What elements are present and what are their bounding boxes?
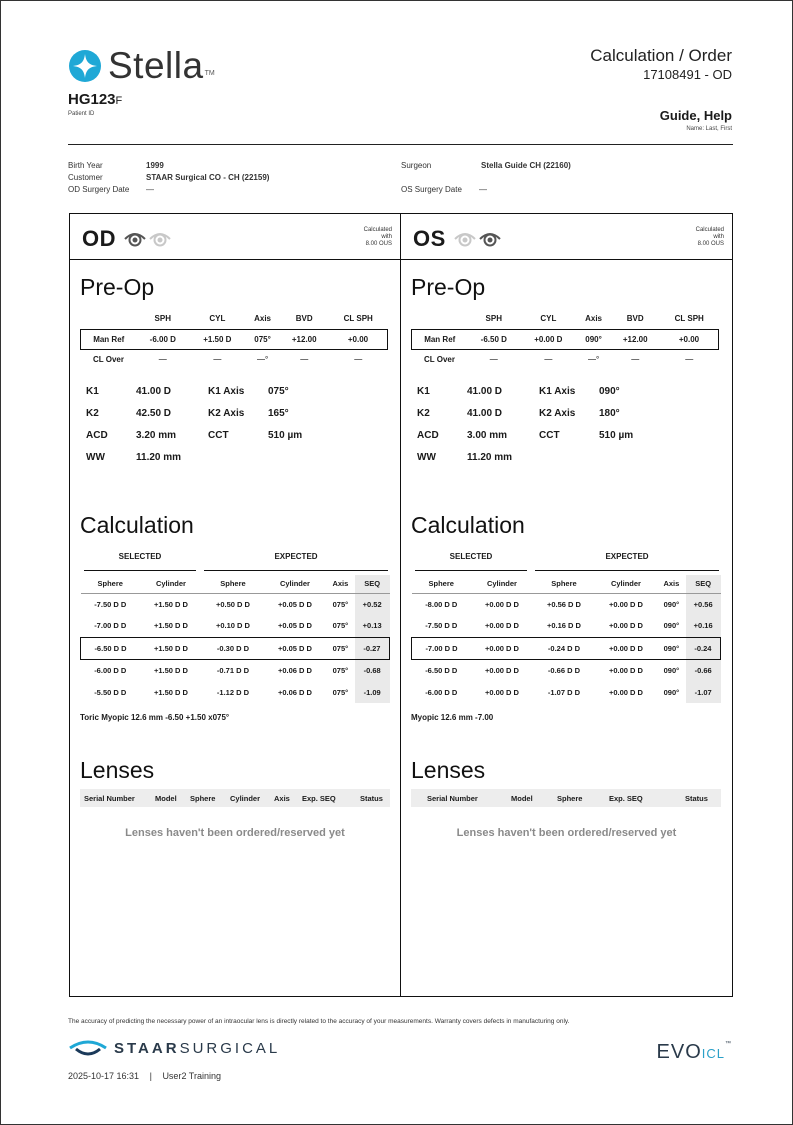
document-number: 17108491 - OD — [643, 67, 732, 82]
staar-surgical-logo: STAARSURGICAL — [68, 1039, 280, 1057]
info-os-surgery-date: OS Surgery Date — — [401, 185, 487, 194]
staar-eye-icon — [68, 1039, 108, 1057]
calc-row: -7.50 D D +0.00 D D +0.16 D D +0.00 D D 090° +0.16 — [412, 615, 721, 637]
os-expected-caption: EXPECTED — [605, 552, 649, 561]
od-lenses-title: Lenses — [80, 757, 155, 783]
os-lenses-header: Serial Number Model Sphere Exp. SEQ Status — [411, 789, 721, 807]
od-lens-description: Toric Myopic 12.6 mm -6.50 +1.50 x075° — [80, 713, 230, 722]
od-preop-table: SPH CYL Axis BVD CL SPH Man Ref -6.00 D +1.50 D 075° +12.00 +0.00 CL Over — — —° — — — [80, 309, 388, 369]
od-lenses-empty-message: Lenses haven't been ordered/reserved yet — [125, 827, 345, 839]
document-title: Calculation / Order — [590, 46, 732, 65]
report-user: User2 Training — [162, 1071, 221, 1081]
calc-row: -6.50 D D +0.00 D D -0.66 D D +0.00 D D 090° -0.66 — [412, 659, 721, 681]
patient-sex: F — [115, 95, 123, 107]
od-preop-title: Pre-Op — [80, 274, 155, 300]
od-calculation-table: Sphere Cylinder Sphere Cylinder Axis SEQ -7.50 D D +1.50 D D +0.50 D D +0.05 D D 075° +0.52 -7.00 D D +1.50 D D +0.10 D D +0.05 D D 075° +0.13 -6.50 D D +1.50 D D -0.30 D D +0.05 D D 075° -0.27 -6.00 D D +1.50 D D -0.71 D D +0.06 D D 075° -0.68 -5.50 D D +1.50 D D -1.12 D D +0.06 D D 075° -1.09 — [80, 575, 390, 703]
od-lenses-header: Serial Number Model Sphere Cylinder Axis Exp. SEQ Status — [80, 789, 390, 807]
os-man-ref-row: Man Ref -6.50 D +0.00 D 090° +12.00 +0.00 — [412, 329, 719, 349]
os-label: OS — [413, 226, 446, 251]
info-customer: Customer STAAR Surgical CO - CH (22159) — [68, 173, 270, 182]
od-expected-caption: EXPECTED — [274, 552, 318, 561]
os-selected-caption: SELECTED — [449, 552, 493, 561]
patient-name-label: Name: Last, First — [686, 126, 732, 132]
od-selected-caption: SELECTED — [118, 552, 162, 561]
os-cl-over-row: CL Over — — —° — — — [424, 354, 694, 364]
calc-row: -6.00 D D +0.00 D D -1.07 D D +0.00 D D 090° -1.07 — [412, 681, 721, 703]
eye-inactive-icon — [454, 231, 476, 247]
od-cl-over-row: CL Over — — —° — — — [93, 354, 363, 364]
os-preop-table: SPH CYL Axis BVD CL SPH Man Ref -6.50 D +0.00 D 090° +12.00 +0.00 CL Over — — —° — — — [411, 309, 719, 369]
od-panel: OD Calculated with 8.00 OUS Pre-Op SPH CYL Axis BVD CL SPH Man Ref -6.00 D +1.50 D 075° +12.00 +0.00 CL Over — — —° — — K1 41.00 D K1 Axis 075° K2 42.50 D K2 Axis 165° ACD 3.20 mm CCT 510 µm WW 11.20 mm Calculation SELECTED EXPECTED Sphere Cylinder Sphere Cylinder Axis SEQ -7.50 D D +1.50 D D +0.50 D D +0.05 D D 075° +0.52 -7.00 D D +1.50 D D +0.10 D D +0.05 D D 075° +0.13 -6.50 D D +1.50 D D -0.30 D D +0.05 D D 075° -0.27 -6.00 D D +1.50 D D -0.71 D D +0.06 D D 075° -0.68 -5.50 D D +1.50 D D -1.12 D D +0.06 D D 075° -1.09 Toric Myopic 12.6 mm -6.50 +1.50 x075° Lenses Serial Number Model Sphere Cylinder Axis Exp. SEQ Status Lenses haven't been ordered/reserved yet — [69, 213, 401, 997]
os-calculated-with: Calculated with 8.00 OUS — [695, 227, 724, 247]
brand-tm: TM — [204, 70, 215, 77]
info-birth-year: Birth Year 1999 — [68, 161, 164, 170]
info-surgeon: Surgeon Stella Guide CH (22160) — [401, 161, 571, 170]
info-od-surgery-date: OD Surgery Date — — [68, 185, 154, 194]
footer-disclaimer: The accuracy of predicting the necessary power of an intraocular lens is directly related to the accuracy of your measurements. Warranty covers defects in manufacturing only. — [68, 1018, 570, 1025]
os-panel: OS Calculated with 8.00 OUS Pre-Op SPH CYL Axis BVD CL SPH Man Ref -6.50 D +0.00 D 090° +12.00 +0.00 CL Over — — —° — — K1 41.00 D K1 Axis 090° K2 41.00 D K2 Axis 180° ACD 3.00 mm CCT 510 µm WW 11.20 mm Calculation SELECTED EXPECTED Sphere Cylinder Sphere Cylinder Axis SEQ -8.00 D D +0.00 D D +0.56 D D +0.00 D D 090° +0.56 -7.50 D D +0.00 D D +0.16 D D +0.00 D D 090° +0.16 -7.00 D D +0.00 D D -0.24 D D +0.00 D D 090° -0.24 -6.50 D D +0.00 D D -0.66 D D +0.00 D D 090° -0.66 -6.00 D D +0.00 D D -1.07 D D +0.00 D D 090° -1.07 Myopic 12.6 mm -7.00 Lenses Serial Number Model Sphere Exp. SEQ Status Lenses haven't been ordered/reserved yet — [400, 213, 733, 997]
eye-active-icon — [124, 231, 146, 247]
calc-row: -8.00 D D +0.00 D D +0.56 D D +0.00 D D 090° +0.56 — [412, 593, 721, 615]
os-lenses-empty-message: Lenses haven't been ordered/reserved yet — [456, 827, 677, 839]
od-calculated-with: Calculated with 8.00 OUS — [363, 227, 392, 247]
eye-active-icon — [479, 231, 501, 247]
evo-icl-logo: EVOICL™ — [656, 1041, 732, 1063]
os-lenses-title: Lenses — [411, 757, 486, 783]
calc-row: -6.00 D D +1.50 D D -0.71 D D +0.06 D D 075° -0.68 — [81, 659, 390, 681]
od-man-ref-row: Man Ref -6.00 D +1.50 D 075° +12.00 +0.00 — [81, 329, 388, 349]
calc-row: -7.50 D D +1.50 D D +0.50 D D +0.05 D D 075° +0.52 — [81, 593, 390, 615]
os-calculation-table: Sphere Cylinder Sphere Cylinder Axis SEQ -8.00 D D +0.00 D D +0.56 D D +0.00 D D 090° +0.56 -7.50 D D +0.00 D D +0.16 D D +0.00 D D 090° +0.16 -7.00 D D +0.00 D D -0.24 D D +0.00 D D 090° -0.24 -6.50 D D +0.00 D D -0.66 D D +0.00 D D 090° -0.66 -6.00 D D +0.00 D D -1.07 D D +0.00 D D 090° -1.07 — [411, 575, 721, 703]
patient-id: HG123F — [68, 91, 123, 108]
calc-row: -7.00 D D +0.00 D D -0.24 D D +0.00 D D 090° -0.24 — [412, 637, 721, 659]
od-header — [82, 226, 174, 252]
calc-row: -6.50 D D +1.50 D D -0.30 D D +0.05 D D 075° -0.27 — [81, 637, 390, 659]
os-preop-title: Pre-Op — [411, 274, 486, 300]
eye-inactive-icon — [149, 231, 171, 247]
brand-name: Stella — [108, 45, 204, 86]
os-header — [413, 226, 504, 252]
footer-meta: 2025-10-17 16:31 | User2 Training — [68, 1071, 221, 1081]
calc-row: -5.50 D D +1.50 D D -1.12 D D +0.06 D D 075° -1.09 — [81, 681, 390, 703]
stella-logo — [68, 45, 215, 87]
os-calculation-title: Calculation — [411, 512, 525, 538]
header-divider — [68, 144, 733, 145]
report-datetime: 2025-10-17 16:31 — [68, 1071, 140, 1081]
od-calculation-title: Calculation — [80, 512, 194, 538]
patient-name: Guide, Help — [659, 108, 732, 123]
os-lens-description: Myopic 12.6 mm -7.00 — [411, 713, 494, 722]
calc-row: -7.00 D D +1.50 D D +0.10 D D +0.05 D D 075° +0.13 — [81, 615, 390, 637]
stella-star-icon — [68, 49, 102, 83]
patient-id-label: Patient ID — [68, 111, 95, 117]
od-label: OD — [82, 226, 116, 251]
